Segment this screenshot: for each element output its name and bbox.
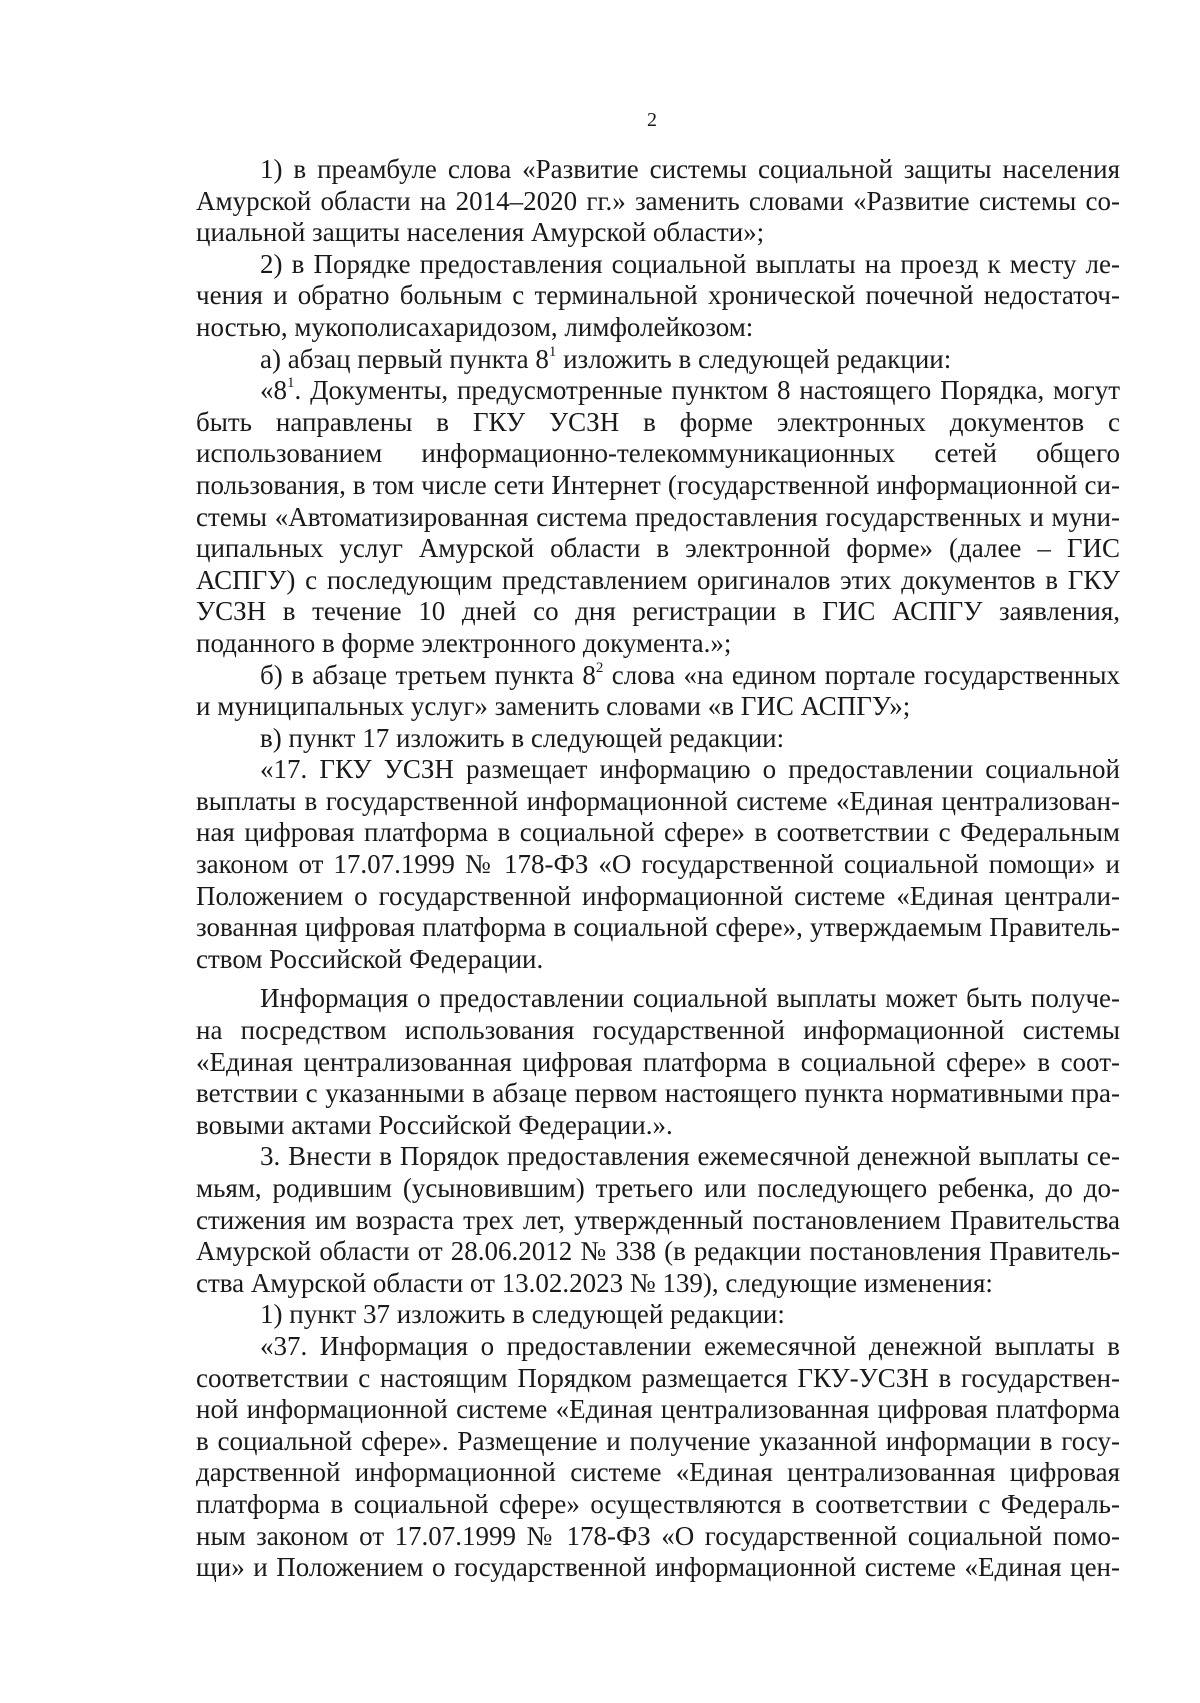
text-line <box>196 691 1120 723</box>
text-line-content: «17. ГКУ УСЗН размещает информацию о предоставлении социальной <box>260 754 1120 785</box>
text-line <box>196 1394 1120 1426</box>
text-line-content: ветствии с указанными в абзаце первом настоящего пункта нормативными пра- <box>196 1078 1120 1109</box>
text-line-content: 1) в преамбуле слова «Развитие системы социальной защиты населения <box>260 154 1120 184</box>
text-line-content: пользования, в том числе сети Интернет (государственной информационной си- <box>196 469 1120 500</box>
text-line <box>196 1141 1120 1173</box>
text-line <box>196 1299 1120 1331</box>
text-line <box>196 280 1120 312</box>
text-line-content: ная цифровая платформа в социальной сфере» в соответствии с Федеральным <box>196 817 1120 848</box>
text-line-continuation: . Документы, предусмотренные пунктом 8 настоящего Порядка, могут <box>294 375 1120 406</box>
text-line <box>196 1331 1120 1363</box>
text-line <box>196 1205 1120 1237</box>
text-line-content: платформа в социальной сфере» осуществляются в соответствии с Федераль- <box>196 1488 1120 1519</box>
text-line <box>196 1521 1120 1553</box>
text-line-content: УСЗН в течение 10 дней со дня регистрации в ГИС АСПГУ заявления, <box>196 596 1120 627</box>
text-line-content: законом от 17.07.1999 № 178-ФЗ «О государственной социальной помощи» и <box>196 849 1120 880</box>
page-number: 2 <box>647 109 657 131</box>
text-line <box>196 1457 1120 1489</box>
text-line-content: стижения им возраста трех лет, утвержденный постановлением Правительства <box>196 1204 1120 1235</box>
text-line <box>196 1110 1120 1142</box>
text-line-content: соответствии с настоящим Порядком размещается ГКУ-УСЗН в государствен- <box>196 1362 1120 1393</box>
superscript-index: 2 <box>595 659 604 676</box>
text-line-content: ностью, мукополисахаридозом, лимфолейкозом: <box>196 311 754 342</box>
text-line-content: «37. Информация о предоставлении ежемесячной денежной выплаты в <box>260 1330 1120 1361</box>
text-line <box>196 1078 1120 1110</box>
text-line <box>196 565 1120 597</box>
superscript-index: 1 <box>287 375 295 392</box>
text-line-content: 3. Внести в Порядок предоставления ежемесячной денежной выплаты се- <box>260 1141 1120 1172</box>
text-line-content: 1) пункт 37 изложить в следующей редакции: <box>260 1299 785 1330</box>
superscript-index: 1 <box>548 343 557 360</box>
text-line-content: щи» и Положением о государственной информационной системе «Единая цен- <box>196 1552 1120 1583</box>
text-line <box>196 533 1120 565</box>
text-line-content: ной информационной системе «Единая централизованная цифровая платформа <box>196 1394 1120 1425</box>
text-line <box>196 912 1120 944</box>
text-line <box>196 881 1120 913</box>
text-line <box>196 312 1120 344</box>
text-line <box>196 1236 1120 1268</box>
text-line <box>196 186 1120 218</box>
text-line <box>196 723 1120 755</box>
text-line-content: дарственной информационной системе «Единая централизованная цифровая <box>196 1457 1120 1488</box>
text-line <box>196 1015 1120 1047</box>
text-line-content: «Единая централизованная цифровая платформа в социальной сфере» в соот- <box>196 1046 1120 1077</box>
text-line-content: Амурской области от 28.06.2012 № 338 (в редакции постановления Правитель- <box>196 1236 1120 1267</box>
text-line-continuation: изложить в следующей редакции: <box>556 343 952 374</box>
text-line-content: выплаты в государственной информационной системе «Единая централизован- <box>196 785 1120 816</box>
text-line-content: а) абзац первый пункта 8 <box>260 343 549 374</box>
text-line-content: чения и обратно больным с терминальной хронической почечной недостаточ- <box>196 280 1120 311</box>
text-line <box>196 983 1120 1015</box>
text-line-continuation: слова «на едином портале государственных <box>603 659 1120 690</box>
text-line-content: ным законом от 17.07.1999 № 178-ФЗ «О государственной социальной помо- <box>196 1520 1120 1551</box>
text-line-content: в социальной сфере». Размещение и получение указанной информации в госу- <box>196 1425 1120 1456</box>
text-line-content: б) в абзаце третьем пункта 8 <box>260 659 596 690</box>
text-line-content: Амурской области на 2014–2020 гг.» заменить словами «Развитие системы со- <box>196 185 1120 216</box>
text-line <box>196 438 1120 470</box>
text-line-content: «8 <box>260 375 287 406</box>
text-line-content: 2) в Порядке предоставления социальной выплаты на проезд к месту ле- <box>260 248 1120 279</box>
text-line-content: на посредством использования государственной информационной системы <box>196 1015 1120 1046</box>
text-line <box>196 786 1120 818</box>
text-line-content: зованная цифровая платформа в социальной сфере», утверждаемым Правитель- <box>196 912 1120 943</box>
text-line <box>196 1268 1120 1300</box>
text-line-content: Положением о государственной информационной системе «Единая централи- <box>196 880 1120 911</box>
text-line <box>196 217 1120 249</box>
text-line-content: использованием информационно-телекоммуникационных сетей общего <box>196 438 1120 469</box>
text-line-content: и муниципальных услуг» заменить словами «в ГИС АСПГУ»; <box>196 691 911 722</box>
text-line-content: стемы «Автоматизированная система предоставления государственных и муни- <box>196 501 1120 532</box>
text-line-content: АСПГУ) с последующим представлением оригиналов этих документов в ГКУ <box>196 564 1120 595</box>
text-line <box>196 1363 1120 1395</box>
text-line <box>196 754 1120 786</box>
text-line <box>196 596 1120 628</box>
text-line-content: ством Российской Федерации. <box>196 943 544 974</box>
text-line-content: ципальных услуг Амурской области в электронной форме» (далее – ГИС <box>196 533 1120 564</box>
text-line <box>196 817 1120 849</box>
text-line <box>196 470 1120 502</box>
text-line <box>196 1552 1120 1584</box>
text-line <box>196 628 1120 660</box>
text-line-content: циальной защиты населения Амурской области»; <box>196 217 765 248</box>
text-line-content: Информация о предоставлении социальной выплаты может быть получе- <box>260 983 1120 1014</box>
text-line <box>196 1489 1120 1521</box>
text-line <box>196 944 1120 976</box>
text-line-content: поданного в форме электронного документа.»; <box>196 627 732 658</box>
text-line <box>196 407 1120 439</box>
text-line <box>196 344 1120 376</box>
paragraph-gap <box>196 975 1120 983</box>
text-line <box>196 1047 1120 1079</box>
text-line-content: вовыми актами Российской Федерации.». <box>196 1109 673 1140</box>
text-line-content: ства Амурской области от 13.02.2023 № 139), следующие изменения: <box>196 1267 993 1298</box>
text-line <box>196 375 1120 407</box>
text-line <box>196 249 1120 281</box>
text-line <box>196 849 1120 881</box>
text-line-content: быть направлены в ГКУ УСЗН в форме электронных документов с <box>196 406 1120 437</box>
text-line <box>196 660 1120 692</box>
document-body <box>196 154 1120 1584</box>
text-line-content: мьям, родившим (усыновившим) третьего или последующего ребенка, до до- <box>196 1173 1120 1203</box>
text-line <box>196 1173 1120 1205</box>
text-line-content: в) пункт 17 изложить в следующей редакции: <box>260 722 785 753</box>
text-line <box>196 1426 1120 1458</box>
text-line <box>196 502 1120 534</box>
text-line <box>196 154 1120 186</box>
